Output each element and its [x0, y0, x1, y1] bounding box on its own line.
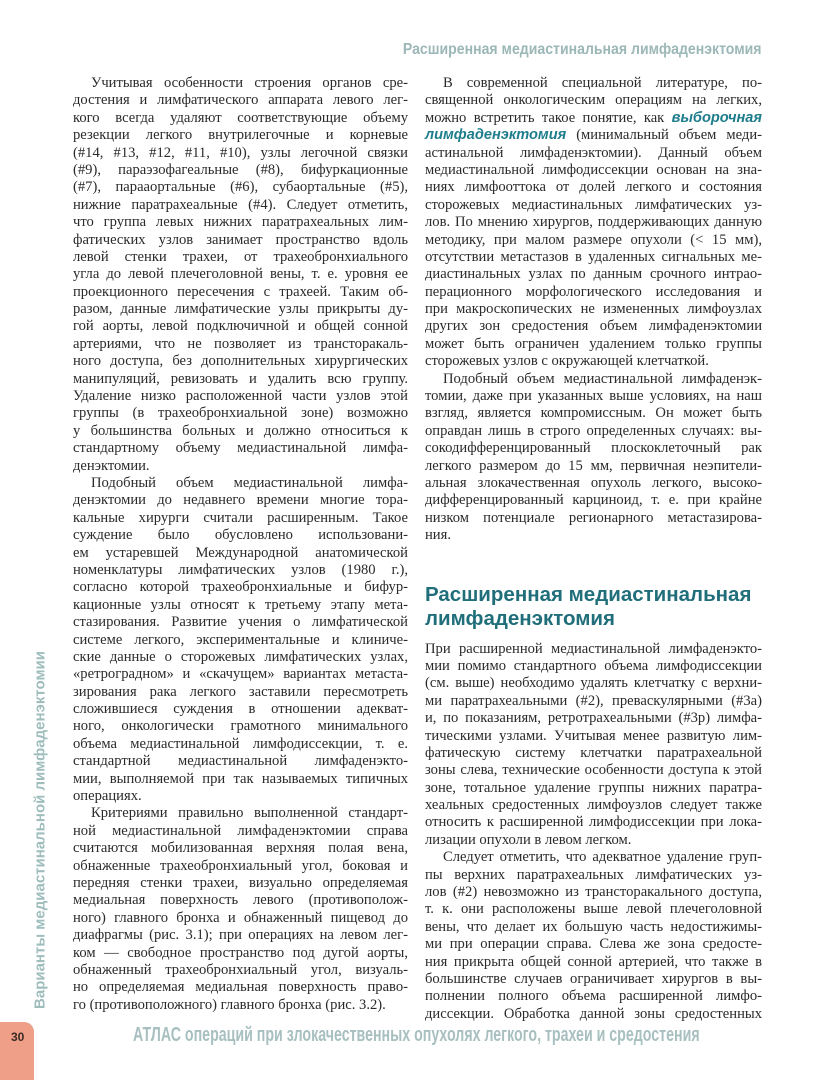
text-line: полнении полного объема расширенной лимфо-: [425, 988, 762, 1005]
text-line: ские данные о сторожевых лимфатических узлах,: [73, 648, 408, 665]
text-line: низком потенциале регионарного метастазирова-: [425, 509, 762, 526]
text-line: Подобный объем медиастинальной лимфа-: [91, 474, 408, 491]
text-line: относить к расширенной лимфодиссекции при лока-: [425, 814, 762, 831]
text-line: ния.: [425, 527, 451, 544]
text-line: Учитывая особенности строения органов сре-: [91, 75, 408, 91]
paragraph: [425, 849, 762, 1023]
text-line: Подобный объем медиастинальной лимфаденэк-: [443, 370, 762, 387]
text-line: перационного морфологического исследования и: [425, 283, 762, 300]
text-line: [425, 127, 762, 144]
text-line: го (противоположного) главного бронха (рис. 3.2).: [73, 996, 386, 1013]
text-line: резекции легкого внутрилегочные и корневые: [73, 127, 408, 144]
text-line: отсутствии метастазов в удаленных сигнальных ме-: [425, 248, 762, 265]
left-column: [73, 75, 408, 1014]
text-line: дифференцированный карциноид, т. е. при крайне: [425, 492, 762, 509]
text-line: большинстве случаев ограничивает хирургов в вы-: [425, 970, 762, 987]
text-line: и, по показаниям, ретротрахеальными (#3p) лимфа-: [425, 710, 762, 727]
text-line: (#9), параэзофагеальные (#8), бифуркационные: [73, 161, 408, 178]
text-line: что группа левых нижних паратрахеальных лим-: [73, 214, 408, 231]
text-line: мии помимо стандартного объема лимфодиссекции: [425, 657, 762, 674]
text-line: ком — свободное пространство под дугой аорты,: [73, 944, 408, 961]
text-line: ем устаревшей Международной анатомической: [73, 544, 408, 561]
text-line: передняя стенки трахеи, визуально определяемая: [73, 874, 408, 891]
text-line: стандартной медиастинальной лимфаденэкто-: [73, 753, 408, 770]
text-line: нижние паратрахеальные (#4). Следует отметить,: [73, 196, 408, 213]
text-line: [425, 110, 762, 127]
section-heading-line: лимфаденэктомия: [425, 606, 615, 630]
text-line: достения и лимфатического аппарата левого лег-: [73, 92, 408, 109]
text-line: медиастинальной лимфодиссекции основан на зна-: [425, 161, 762, 178]
text-line: артериями, что не позволяет из трансторакаль-: [73, 335, 408, 352]
text-line: ниях лимфооттока от долей легкого и состояния: [425, 179, 762, 196]
text-line: ного, онкологически грамотного минимального: [73, 718, 408, 735]
text-line: гой аорты, левой подключичной и общей сонной: [73, 318, 408, 335]
text-line: денэктомии.: [73, 457, 150, 474]
text-line: астинальной лимфаденэктомии). Данный объем: [425, 144, 762, 161]
text-line: обнаженные трахеобронхиальный угол, боковая и: [73, 857, 408, 874]
text-line: альная злокачественная опухоль легкого, высоко-: [425, 474, 762, 491]
text-line: хеальных средостенных лимфоузлов следует также: [425, 797, 762, 814]
chapter-side-label: Варианты медиастинальной лимфаденэктомии: [31, 651, 49, 1009]
text-line: но определяемая медиальная поверхность право-: [73, 979, 408, 996]
paragraph: [73, 475, 408, 805]
text-line: у большинства больных и должно относиться к: [73, 422, 408, 439]
text-line: системе легкого, экспериментальные и клиниче-: [73, 631, 408, 648]
text-line: проекционного пересечения с трахеей. Таким об-: [73, 283, 408, 300]
text-line: Следует отметить, что адекватное удаление груп-: [443, 849, 762, 866]
section-heading-line: Расширенная медиастинальная: [425, 582, 752, 606]
text-line: При расширенной медиастинальной лимфаденэкто-: [425, 640, 762, 657]
text-line: операциях.: [73, 788, 142, 805]
highlighted-term: выборочная: [671, 109, 762, 126]
text-line: диастинальных узлах по данным срочного интрао-: [425, 266, 762, 283]
text-line: стандартному объему медиастинальной лимфа-: [73, 440, 408, 457]
text-line: зоне, тотальное удаление группы нижних паратра-: [425, 779, 762, 796]
text-line: ми при операции справа. Слева же зона средосте-: [425, 936, 762, 953]
text-line: других зон средостения объем лимфаденэктомии: [425, 318, 762, 335]
text-line: кационные узлы относят к третьему этапу мета-: [73, 596, 408, 613]
paragraph: [425, 75, 762, 371]
paragraph: [73, 805, 408, 1014]
text-line: медиальная поверхность левого (противополож-: [73, 892, 408, 909]
text-line: Критериями правильно выполненной стандарт-: [91, 805, 408, 822]
text-segment: (минимальный объем меди-: [566, 127, 762, 144]
book-title-footer: АТЛАС операций при злокачественных опухолях легкого, трахеи и средостения: [133, 1024, 700, 1046]
text-line: при макроскопических не измененных лимфоузлах: [425, 301, 762, 318]
text-line: суждение было обусловлено использовани-: [73, 527, 408, 544]
paragraph: [73, 75, 408, 475]
right-paragraphs-before: [425, 75, 762, 545]
text-line: фатических узлов занимает пространство вдоль: [73, 231, 408, 248]
text-line: ного доступа, без дополнительных хирургических: [73, 353, 408, 370]
text-line: Удаление низко расположенной части узлов этой: [73, 388, 408, 405]
text-line: зирования рака легкого заставили пересмотреть: [73, 683, 408, 700]
text-line: лов. По мнению хирургов, поддерживающих данную: [425, 214, 762, 231]
text-line: может быть ограничен удалением только группы: [425, 335, 762, 352]
text-line: взгляд, является компромиссным. Он может быть: [425, 405, 762, 422]
text-line: лов (#2) невозможно из трансторакального доступа,: [425, 884, 762, 901]
text-line: угла до левой плечеголовной вены, т. е. уровня ее: [73, 266, 408, 283]
text-line: сторожевых узлов с окружающей клетчаткой.: [425, 353, 709, 370]
text-line: кого всегда удаляют соответствующие объему: [73, 109, 408, 126]
paragraph: [425, 641, 762, 850]
text-line: диафрагмы (рис. 3.1); при операциях на левом лег-: [73, 927, 408, 944]
right-paragraphs-after: [425, 641, 762, 1024]
section-heading: [425, 583, 762, 631]
text-line: пы верхних паратрахеальных лимфатических уз-: [425, 866, 762, 883]
text-line: методику, при малом размере опухоли (< 15 мм),: [425, 231, 762, 248]
text-line: фатическую систему клетчатки паратрахеальной: [425, 744, 762, 761]
text-line: левой стенки трахеи, от трахеобронхиального: [73, 248, 408, 265]
text-line: объема медиастинальной лимфодиссекции, т. е.: [73, 735, 408, 752]
text-line: денэктомии до недавнего времени многие тора-: [73, 492, 408, 509]
text-line: (#7), парааортальные (#6), субаортальные (#5),: [73, 179, 408, 196]
text-line: ми паратрахеальными (#2), преваскулярными (#3a): [425, 692, 762, 709]
text-line: ния прикрыта общей сонной артерией, что также в: [425, 953, 762, 970]
text-line: томии, даже при указанных выше условиях, на наш: [425, 388, 762, 405]
text-line: лизации опухоли в левом легком.: [425, 831, 632, 848]
text-line: В современной специальной литературе, по-: [443, 75, 762, 91]
running-header: Расширенная медиастинальная лимфаденэктомия: [402, 41, 761, 58]
text-line: сложившиеся суждения в отношении адекват-: [73, 701, 408, 718]
text-line: сокодифференцированный плоскоклеточный рак: [425, 440, 762, 457]
highlighted-term: лимфаденэктомия: [425, 127, 567, 144]
text-line: оправдан лишь в строго определенных случаях: вы-: [425, 422, 762, 439]
text-line: легкого размером до 15 мм, первичная неэпители-: [425, 457, 762, 474]
text-line: разом, данные лимфатические узлы прикрыты ду-: [73, 301, 408, 318]
right-column: [425, 75, 762, 1023]
text-line: стазирования. Развитие учения о лимфатической: [73, 614, 408, 631]
text-line: обнаженный трахеобронхиальный угол, визуаль-: [73, 961, 408, 978]
text-line: священной онкологическим операциям на легких,: [425, 92, 762, 109]
text-line: группы (в трахеобронхиальной зоне) возможно: [73, 405, 408, 422]
text-line: ной медиастинальной лимфаденэктомии справа: [73, 822, 408, 839]
text-line: вены, что делает их большую часть недостижимы-: [425, 918, 762, 935]
text-line: кальные хирурги считали расширенным. Такое: [73, 509, 408, 526]
text-line: ного) главного бронха и обнаженный пищевод до: [73, 909, 408, 926]
text-line: номенклатуры лимфатических узлов (1980 г.),: [73, 561, 408, 578]
text-line: (#14, #13, #12, #11, #10), узлы легочной связки: [73, 144, 408, 161]
text-line: мии, выполняемой при так называемых типичных: [73, 770, 408, 787]
text-line: (см. выше) необходимо удалять клетчатку с верхни-: [425, 675, 762, 692]
text-line: считаются мобилизованная верхняя полая вена,: [73, 840, 408, 857]
text-segment: можно встретить такое понятие, как: [425, 109, 672, 126]
text-line: согласно которой трахеобронхиальные и бифур-: [73, 579, 408, 596]
text-line: зоны слева, технические особенности доступа к этой: [425, 762, 762, 779]
text-line: сторожевых медиастинальных лимфатических уз-: [425, 196, 762, 213]
text-line: диссекции. Обработка данной зоны средостенных: [425, 1005, 762, 1022]
page-number: 30: [11, 1030, 25, 1044]
text-line: тическими узлами. Учитывая менее развитую лим-: [425, 727, 762, 744]
text-line: «ретроградном» и «скачущем» вариантах метаста-: [73, 666, 408, 683]
text-line: манипуляций, ревизовать и удалить всю группу.: [73, 370, 408, 387]
text-line: т. к. они расположены выше левой плечеголовной: [425, 901, 762, 918]
paragraph: [425, 371, 762, 545]
